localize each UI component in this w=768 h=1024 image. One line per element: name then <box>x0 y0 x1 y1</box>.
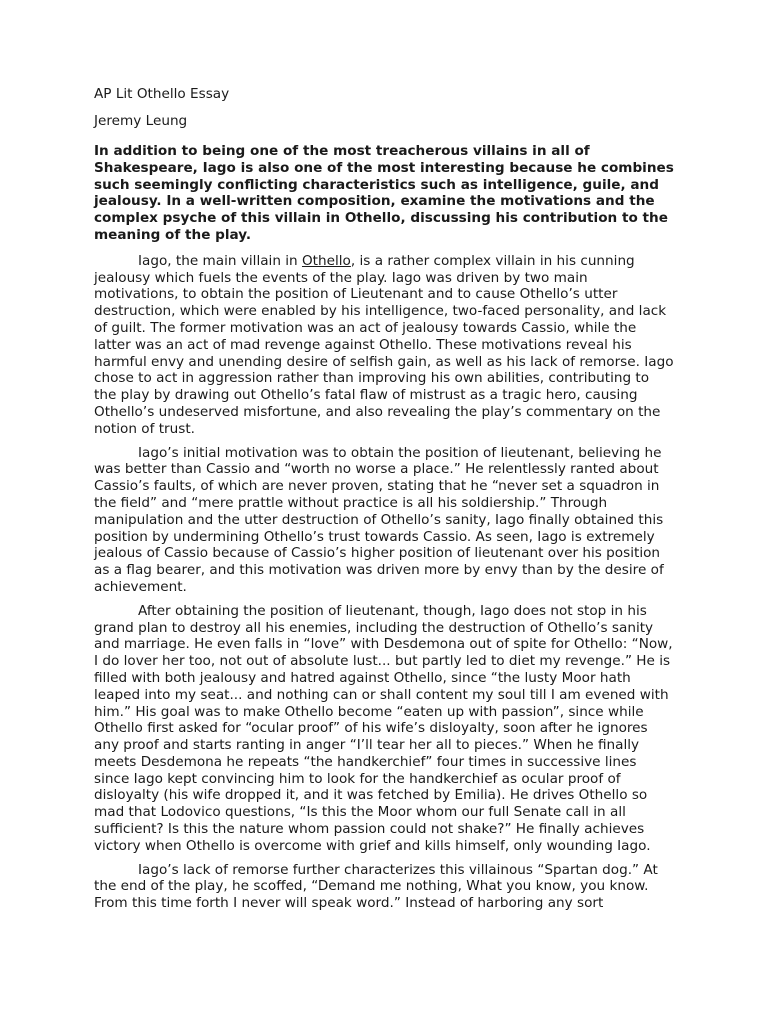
body-paragraph-1 <box>94 253 674 438</box>
essay-title: AP Lit Othello Essay <box>94 86 230 102</box>
body-paragraph-4: Iago’s lack of remorse further characterizes this villainous “Spartan dog.” At the end of the play, he scoffed, “Demand me nothing, What you know, you know. From this time forth I never will speak word.” Instead of harboring any sort <box>94 861 658 912</box>
essay-page <box>94 86 674 919</box>
essay-prompt: In addition to being one of the most treacherous villains in all of Shakespeare, Iago is also one of the most interesting because he combines such seemingly conflicting characteristics such as intelligence, guile, and jealousy. In a well-written composition, examine the motivations and the complex psyche of this villain in Othello, discussing his contribution to the meaning of the play. <box>94 143 674 243</box>
author-name: Jeremy Leung <box>94 113 188 129</box>
paragraph-1-rest: , is a rather complex villain in his cunning jealousy which fuels the events of the play. Iago was driven by two main motivations, to obtain the position of Lieutenant and to cause Othello’s utter destruction, which were enabled by his intelligence, two-faced personality, and lack of guilt. The former motivation was an act of jealousy towards Cassio, while the latter was an act of mad revenge against Othello. These motivations reveal his harmful envy and unending desire of selfish gain, as well as his lack of remorse. Iago chose to act in aggression rather than improving his own abilities, contributing to the play by drawing out Othello’s fatal flaw of mistrust as a tragic hero, causing Othello’s undeserved misfortune, and also revealing the play’s commentary on the notion of trust. <box>94 252 674 437</box>
paragraph-1-lead: Iago, the main villain in <box>138 252 302 269</box>
play-title-underlined: Othello <box>301 252 351 269</box>
body-paragraph-3: After obtaining the position of lieutenant, though, Iago does not stop in his grand plan to destroy all his enemies, including the destruction of Othello’s sanity and marriage. He even falls in “love” with Desdemona out of spite for Othello: “Now, I do lover her too, not out of absolute lust... but partly led to diet my revenge.” He is filled with both jealousy and hatred against Othello, since “the lusty Moor hath leaped into my seat... and nothing can or shall content my soul till I am evened with him.” His goal was to make Othello become “eaten up with passion”, since while Othello first asked for “ocular proof” of his wife’s disloyalty, soon after he ignores any proof and starts ranting in anger “I’ll tear her all to pieces.” When he finally meets Desdemona he repeats “the handkerchief” four times in successive lines since Iago kept convincing him to look for the handkerchief as ocular proof of disloyalty (his wife dropped it, and it was fetched by Emilia). He drives Othello so mad that Lodovico questions, “Is this the Moor whom our full Senate call in all sufficient? Is this the nature whom passion could not shake?” He finally achieves victory when Othello is overcome with grief and kills himself, only wounding Iago. <box>94 602 673 854</box>
body-paragraph-2: Iago’s initial motivation was to obtain the position of lieutenant, believing he was better than Cassio and “worth no worse a place.” He relentlessly ranted about Cassio’s faults, of which are never proven, stating that he “never set a squadron in the field” and “mere prattle without practice is all his soldiership.” Through manipulation and the utter destruction of Othello’s sanity, Iago finally obtained this position by undermining Othello’s trust towards Cassio. As seen, Iago is extremely jealous of Cassio because of Cassio’s higher position of lieutenant over his position as a flag bearer, and this motivation was driven more by envy than by the desire of achievement. <box>94 444 664 595</box>
